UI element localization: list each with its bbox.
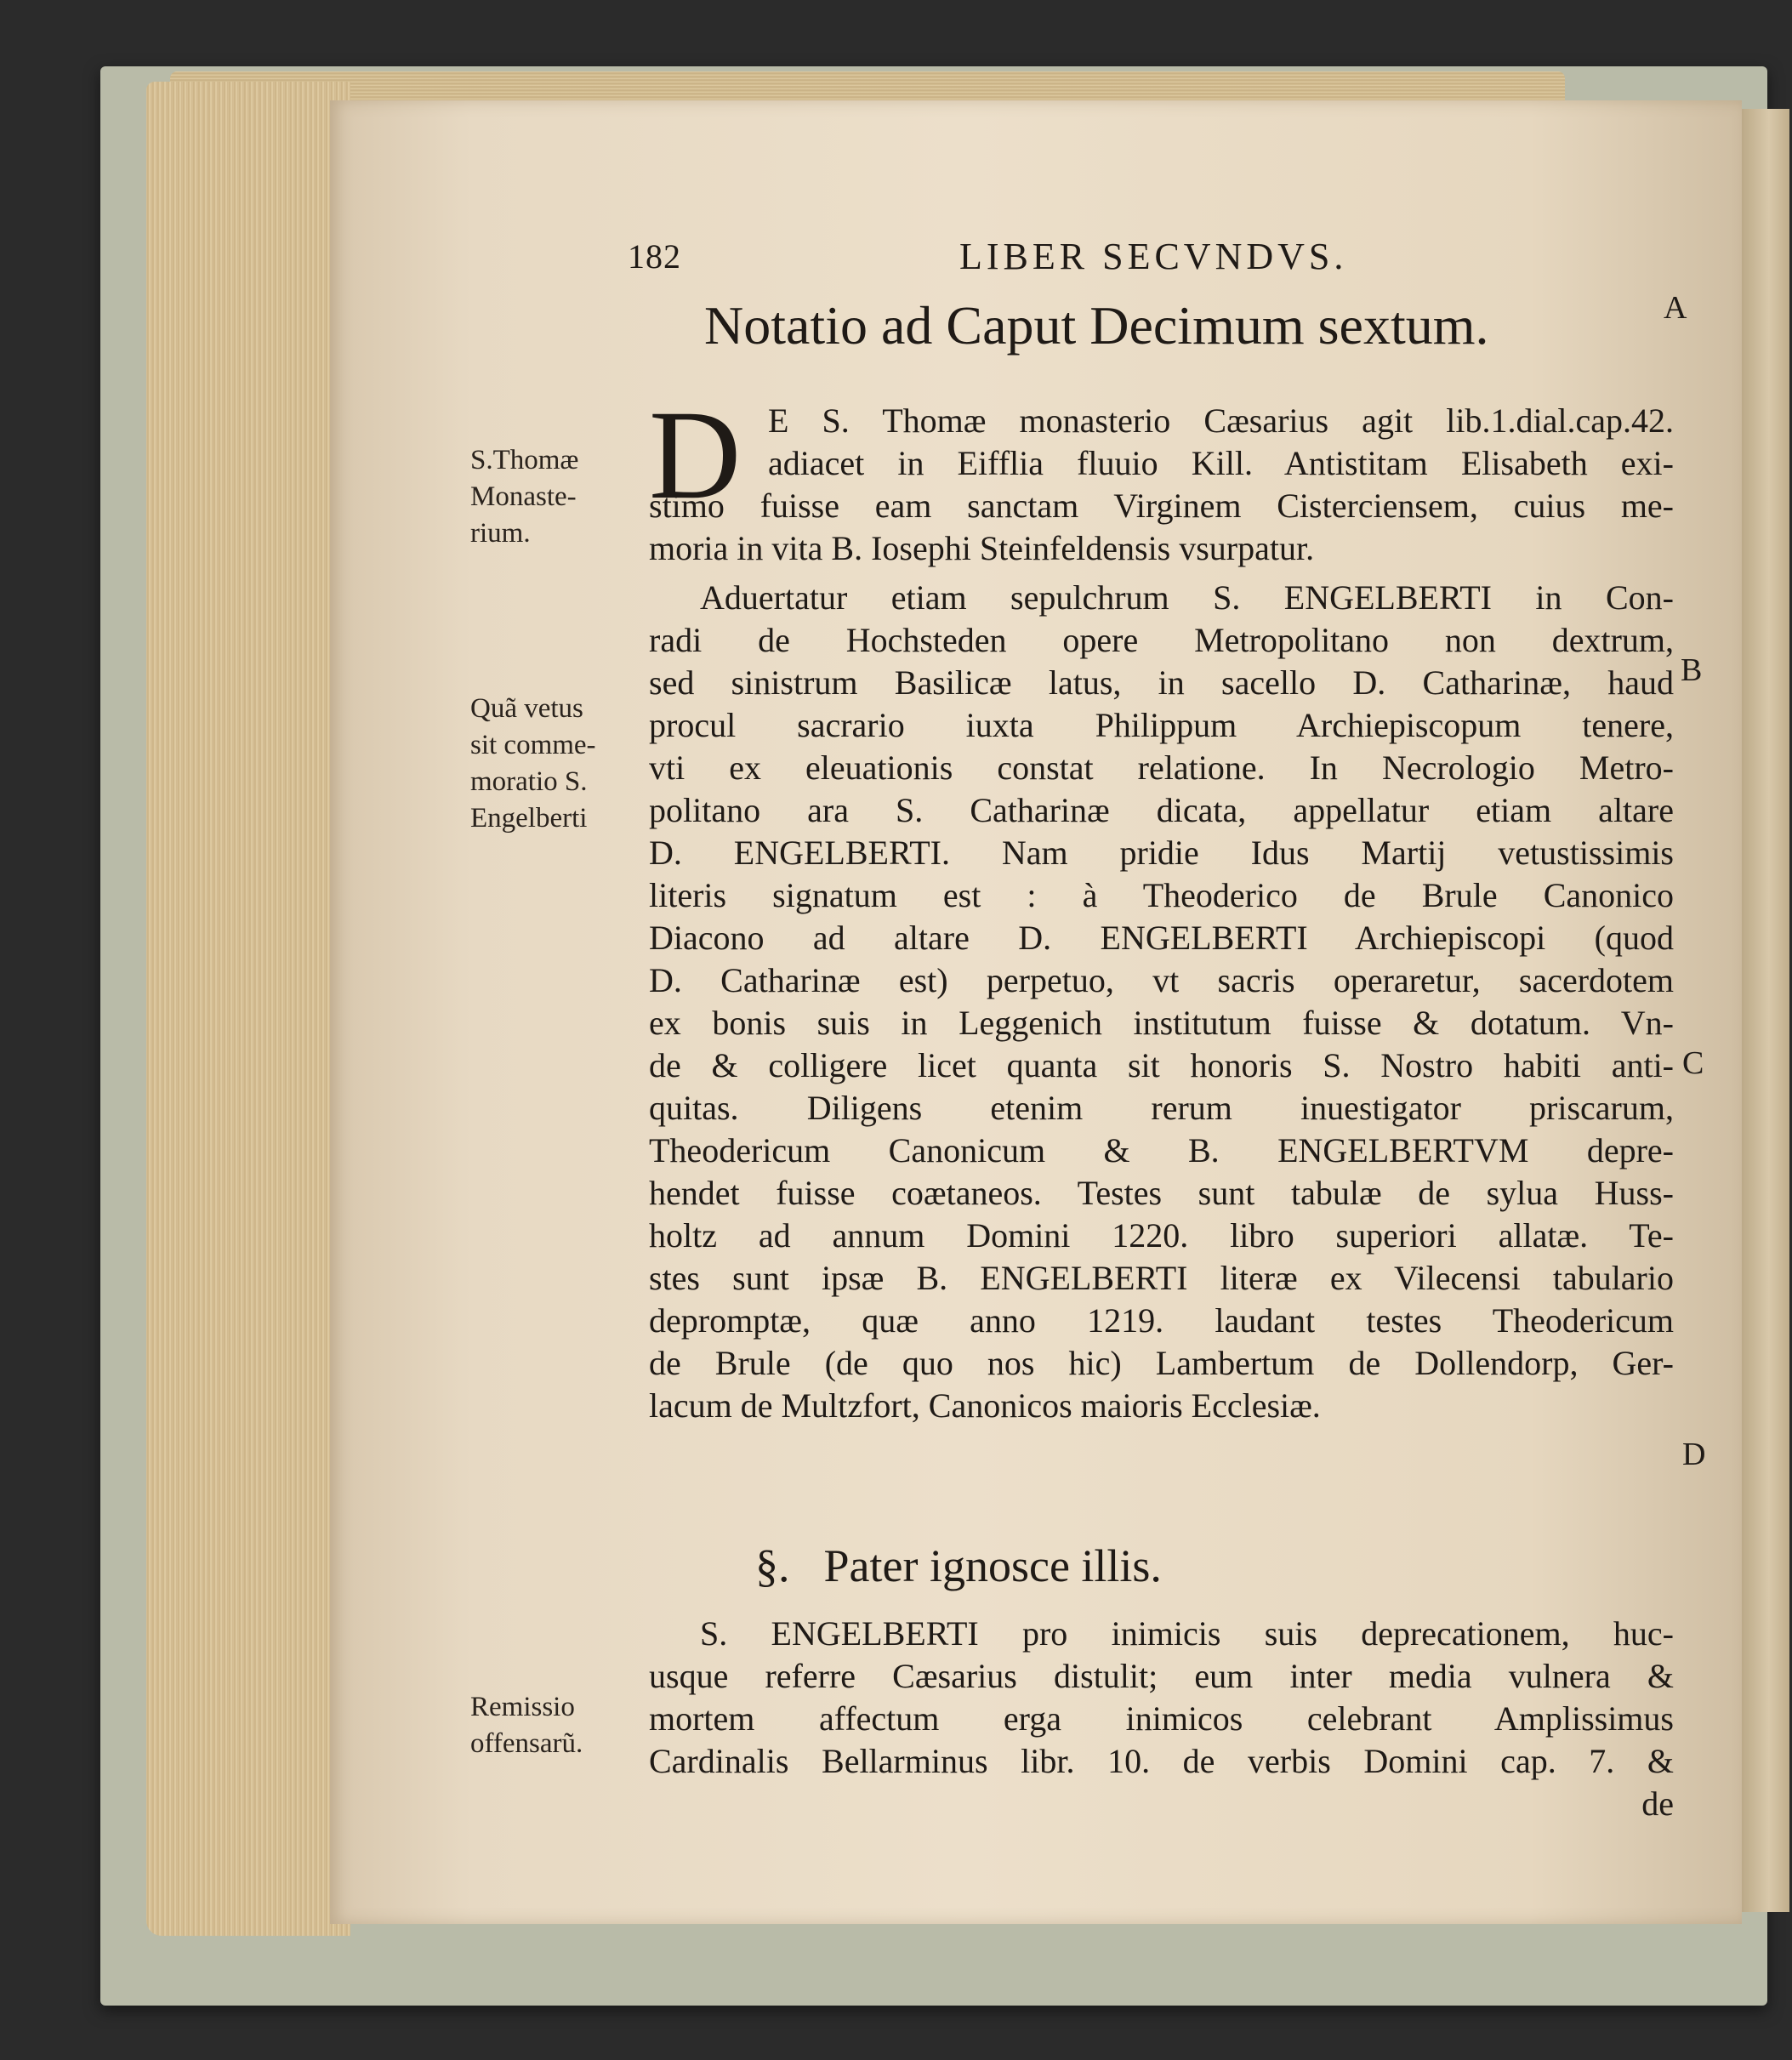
marginal-note-remissio [470,1689,657,1762]
text-line: Cardinalis Bellarminus libr. 10. de verbis Domini cap. 7. & [649,1742,1674,1780]
margin-letter-a: A [1664,290,1687,326]
paragraph-3 [649,1613,1674,1825]
marginal-note-line: moratio S. [470,766,588,797]
text-line: sed sinistrum Basilicæ latus, in sacello D. Catharinæ, haud [649,663,1674,702]
drop-capital: D [649,384,742,526]
text-line: lacum de Multzfort, Canonicos maioris Ecclesiæ. [649,1386,1321,1425]
text-line: holtz ad annum Domini 1220. libro superiori allatæ. Te- [649,1216,1674,1255]
marginal-note-line: Remissio [470,1692,575,1722]
text-line: literis signatum est : à Theoderico de Brule Canonico [649,876,1674,914]
marginal-note-line: rium. [470,518,531,549]
chapter-title: Notatio ad Caput Decimum sextum. [704,295,1489,356]
marginal-note-line: offensarũ. [470,1728,583,1759]
text-line: D. Catharinæ est) perpetuo, vt sacris operaretur, sacerdotem [649,961,1674,999]
text-line: politano ara S. Catharinæ dicata, appellatur etiam altare [649,791,1674,829]
text-line: vti ex eleuationis constat relatione. In Necrologio Metro- [649,748,1674,787]
margin-letter-b: B [1681,652,1703,688]
marginal-note-commemoratio [470,691,657,837]
text-line: ex bonis suis in Leggenich institutum fuisse & dotatum. Vn- [649,1004,1674,1042]
text-line: adiacet in Eifflia fluuio Kill. Antistitam Elisabeth exi- [768,444,1674,482]
paragraph-2 [649,577,1674,1427]
marginal-note-line: Quã vetus [470,693,583,724]
page-edges-left [146,82,350,1936]
margin-letter-d: D [1682,1437,1706,1472]
marginal-note-line: sit comme- [470,730,596,760]
text-line: procul sacrario iuxta Philippum Archiepiscopum tenere, [649,706,1674,744]
margin-letter-c: C [1682,1045,1704,1081]
text-line: D. ENGELBERTI. Nam pridie Idus Martij vetustissimis [649,834,1674,872]
marginal-note-line: Engelberti [470,803,588,834]
section-mark: §. [755,1540,790,1591]
facing-page-edge [1738,109,1789,1912]
text-line: stimo fuisse eam sanctam Virginem Cisterciensem, cuius me- [649,487,1674,525]
catchword: de [1641,1784,1674,1823]
text-line: mortem affectum erga inimicos celebrant Amplissimus [649,1699,1674,1738]
section-heading-text: Pater ignosce illis. [823,1540,1162,1591]
marginal-note-line: S.Thomæ [470,445,579,475]
page-edges-top [170,71,1565,102]
text-line: radi de Hochsteden opere Metropolitano non dextrum, [649,621,1674,659]
text-line: Diacono ad altare D. ENGELBERTI Archiepiscopi (quod [649,919,1674,957]
text-line: moria in vita B. Iosephi Steinfeldensis vsurpatur. [649,529,1315,567]
running-head: LIBER SECVNDVS. [959,236,1348,277]
folio-number: 182 [628,237,681,276]
text-line: Aduertatur etiam sepulchrum S. ENGELBERTI in Con- [700,578,1674,617]
text-line: usque referre Cæsarius distulit; eum inter media vulnera & [649,1657,1674,1695]
text-line: S. ENGELBERTI pro inimicis suis deprecationem, huc- [700,1614,1674,1653]
text-line: de & colligere licet quanta sit honoris S. Nostro habiti anti- [649,1046,1674,1084]
marginal-note-thomae [470,442,657,552]
text-line: hendet fuisse coætaneos. Testes sunt tabulæ de sylua Huss- [649,1174,1674,1212]
text-line: Theodericum Canonicum & B. ENGELBERTVM depre- [649,1131,1674,1169]
text-line: depromptæ, quæ anno 1219. laudant testes Theodericum [649,1301,1674,1340]
marginal-note-line: Monaste- [470,481,577,512]
text-line: stes sunt ipsæ B. ENGELBERTI literæ ex Vilecensi tabulario [649,1259,1674,1297]
text-line: de Brule (de quo nos hic) Lambertum de Dollendorp, Ger- [649,1344,1674,1382]
text-line: quitas. Diligens etenim rerum inuestigator priscarum, [649,1089,1674,1127]
book-page [330,100,1742,1924]
section-heading [755,1539,1162,1592]
paragraph-1 [649,384,1674,570]
page-header [330,228,1742,296]
text-line: E S. Thomæ monasterio Cæsarius agit lib.1.dial.cap.42. [768,401,1674,440]
